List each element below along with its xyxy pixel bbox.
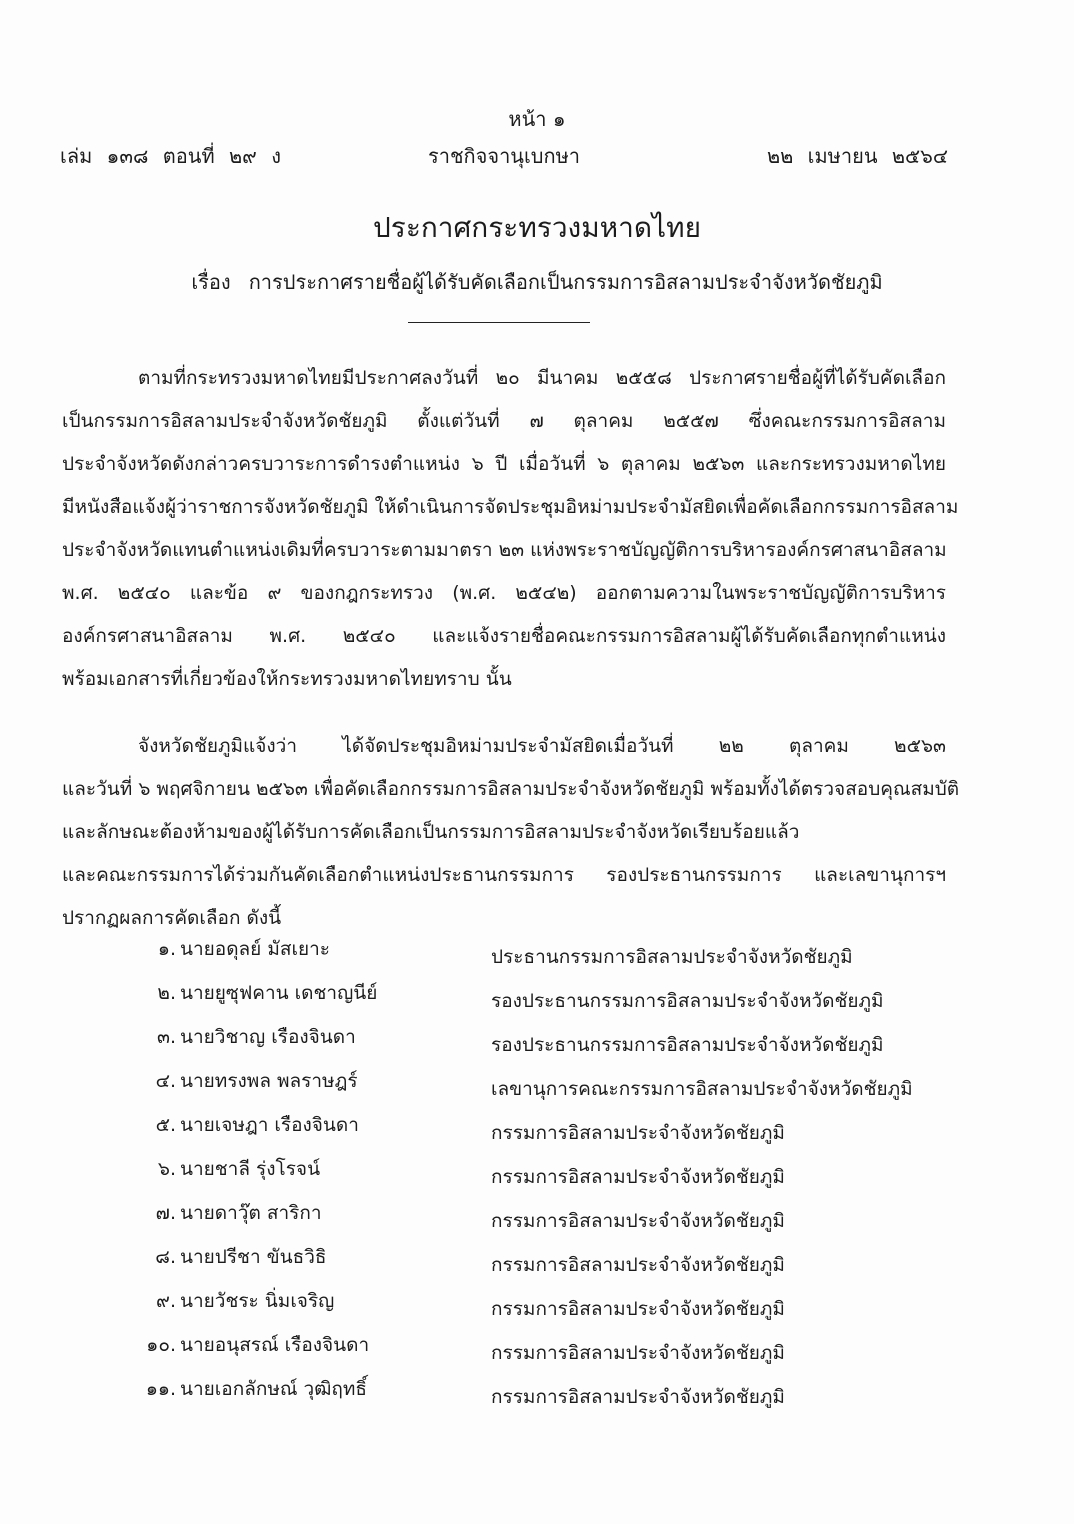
paragraph-line: มีหนังสือแจ้งผู้ว่าราชการจังหวัดชัยภูมิ ให้ดำเนินการจัดประชุมอิหม่ามประจำมัสยิดเพื่อคัดเลือกกรรมการอิสลาม [62, 496, 959, 518]
title-divider [408, 322, 590, 323]
subject-text: การประกาศรายชื่อผู้ได้รับคัดเลือกเป็นกรรมการอิสลามประจำจังหวัดชัยภูมิ [248, 270, 883, 294]
paragraph-1 [62, 357, 959, 701]
member-number: ๒. [157, 982, 176, 1004]
paragraph-line: ตามที่กระทรวงมหาดไทยมีประกาศลงวันที่ ๒๐ มีนาคม ๒๕๕๘ ประกาศรายชื่อผู้ที่ได้รับคัดเลือก [138, 367, 946, 389]
member-number: ๖. [157, 1158, 176, 1180]
member-number: ๑๑. [145, 1378, 176, 1400]
member-name: นายทรงพล พลราษฎร์ [180, 1070, 358, 1092]
member-number: ๑๐. [146, 1334, 176, 1356]
paragraph-2 [62, 725, 960, 940]
paragraph-line: และคณะกรรมการได้ร่วมกันคัดเลือกตำแหน่งประธานกรรมการ รองประธานกรรมการ และเลขานุการฯ [62, 864, 946, 886]
member-number: ๕. [155, 1114, 176, 1136]
volume-issue: เล่ม ๑๓๘ ตอนที่ ๒๙ ง [60, 144, 281, 168]
subject-label: เรื่อง [191, 270, 231, 294]
list-item [134, 1110, 954, 1154]
list-item [134, 1330, 954, 1374]
list-item [134, 934, 954, 978]
member-name: นายวิชาญ เรืองจินดา [180, 1026, 356, 1048]
member-number: ๑. [157, 938, 176, 960]
committee-list [134, 934, 954, 1418]
publication-name: ราชกิจจานุเบกษา [427, 144, 581, 168]
list-item [134, 1154, 954, 1198]
member-role: กรรมการอิสลามประจำจังหวัดชัยภูมิ [491, 1210, 785, 1232]
member-role: ประธานกรรมการอิสลามประจำจังหวัดชัยภูมิ [491, 946, 853, 968]
member-name: นายวัชระ นิ่มเจริญ [180, 1290, 335, 1312]
paragraph-line: เป็นกรรมการอิสลามประจำจังหวัดชัยภูมิ ตั้งแต่วันที่ ๗ ตุลาคม ๒๕๕๗ ซึ่งคณะกรรมการอิสลาม [62, 410, 946, 432]
member-role: กรรมการอิสลามประจำจังหวัดชัยภูมิ [491, 1254, 785, 1276]
page-number: หน้า ๑ [508, 107, 566, 131]
paragraph-line: องค์กรศาสนาอิสลาม พ.ศ. ๒๕๔๐ และแจ้งรายชื่อคณะกรรมการอิสลามผู้ได้รับคัดเลือกทุกตำแหน่ง [62, 625, 946, 647]
member-name: นายอนุสรณ์ เรืองจินดา [180, 1334, 370, 1356]
member-role: กรรมการอิสลามประจำจังหวัดชัยภูมิ [491, 1342, 785, 1364]
member-name: นายยูซุฟคาน เดชาญนีย์ [180, 982, 378, 1004]
member-number: ๗. [155, 1202, 176, 1224]
list-item [134, 1374, 954, 1418]
paragraph-line: ปรากฏผลการคัดเลือก ดังนี้ [62, 907, 282, 929]
member-name: นายปรีชา ขันธวิธิ [180, 1246, 327, 1268]
member-role: กรรมการอิสลามประจำจังหวัดชัยภูมิ [491, 1386, 785, 1408]
list-item [134, 1242, 954, 1286]
member-number: ๓. [156, 1026, 176, 1048]
member-number: ๔. [155, 1070, 176, 1092]
publication-date: ๒๒ เมษายน ๒๕๖๔ [766, 144, 948, 168]
member-role: เลขานุการคณะกรรมการอิสลามประจำจังหวัดชัยภูมิ [491, 1078, 913, 1100]
member-name: นายชาลี รุ่งโรจน์ [180, 1158, 321, 1180]
member-role: รองประธานกรรมการอิสลามประจำจังหวัดชัยภูมิ [491, 990, 884, 1012]
member-role: กรรมการอิสลามประจำจังหวัดชัยภูมิ [491, 1298, 785, 1320]
paragraph-line: พ.ศ. ๒๕๔๐ และข้อ ๙ ของกฎกระทรวง (พ.ศ. ๒๕๔๒) ออกตามความในพระราชบัญญัติการบริหาร [62, 582, 946, 604]
list-item [134, 978, 954, 1022]
paragraph-line: พร้อมเอกสารที่เกี่ยวข้องให้กระทรวงมหาดไทยทราบ นั้น [62, 668, 512, 690]
member-role: กรรมการอิสลามประจำจังหวัดชัยภูมิ [491, 1166, 785, 1188]
member-name: นายเอกลักษณ์ วุฒิฤทธิ์ [180, 1378, 367, 1400]
member-number: ๙. [156, 1290, 176, 1312]
list-item [134, 1066, 954, 1110]
member-name: นายอดุลย์ มัสเยาะ [180, 938, 330, 960]
paragraph-line: และลักษณะต้องห้ามของผู้ได้รับการคัดเลือกเป็นกรรมการอิสลามประจำจังหวัดเรียบร้อยแล้ว [62, 821, 800, 843]
member-role: รองประธานกรรมการอิสลามประจำจังหวัดชัยภูมิ [491, 1034, 884, 1056]
paragraph-line: และวันที่ ๖ พฤศจิกายน ๒๕๖๓ เพื่อคัดเลือกกรรมการอิสลามประจำจังหวัดชัยภูมิ พร้อมทั้งได้ตรวจสอบคุณสมบัติ [62, 778, 960, 800]
paragraph-line: ประจำจังหวัดดังกล่าวครบวาระการดำรงตำแหน่ง ๖ ปี เมื่อวันที่ ๖ ตุลาคม ๒๕๖๓ และกระทรวงมหาดไทย [62, 453, 946, 475]
gazette-header [60, 140, 948, 170]
list-item [134, 1286, 954, 1330]
announcement-subject [0, 266, 1074, 298]
paragraph-line: จังหวัดชัยภูมิแจ้งว่า ได้จัดประชุมอิหม่ามประจำมัสยิดเมื่อวันที่ ๒๒ ตุลาคม ๒๕๖๓ [138, 735, 946, 757]
paragraph-line: ประจำจังหวัดแทนตำแหน่งเดิมที่ครบวาระตามมาตรา ๒๓ แห่งพระราชบัญญัติการบริหารองค์กรศาสนาอิสลาม [62, 539, 947, 561]
member-number: ๘. [155, 1246, 176, 1268]
member-name: นายดาวุ๊ต สาริกา [180, 1202, 322, 1224]
member-name: นายเจษฎา เรืองจินดา [180, 1114, 359, 1136]
announcement-title: ประกาศกระทรวงมหาดไทย [373, 211, 701, 244]
member-role: กรรมการอิสลามประจำจังหวัดชัยภูมิ [491, 1122, 785, 1144]
list-item [134, 1022, 954, 1066]
list-item [134, 1198, 954, 1242]
